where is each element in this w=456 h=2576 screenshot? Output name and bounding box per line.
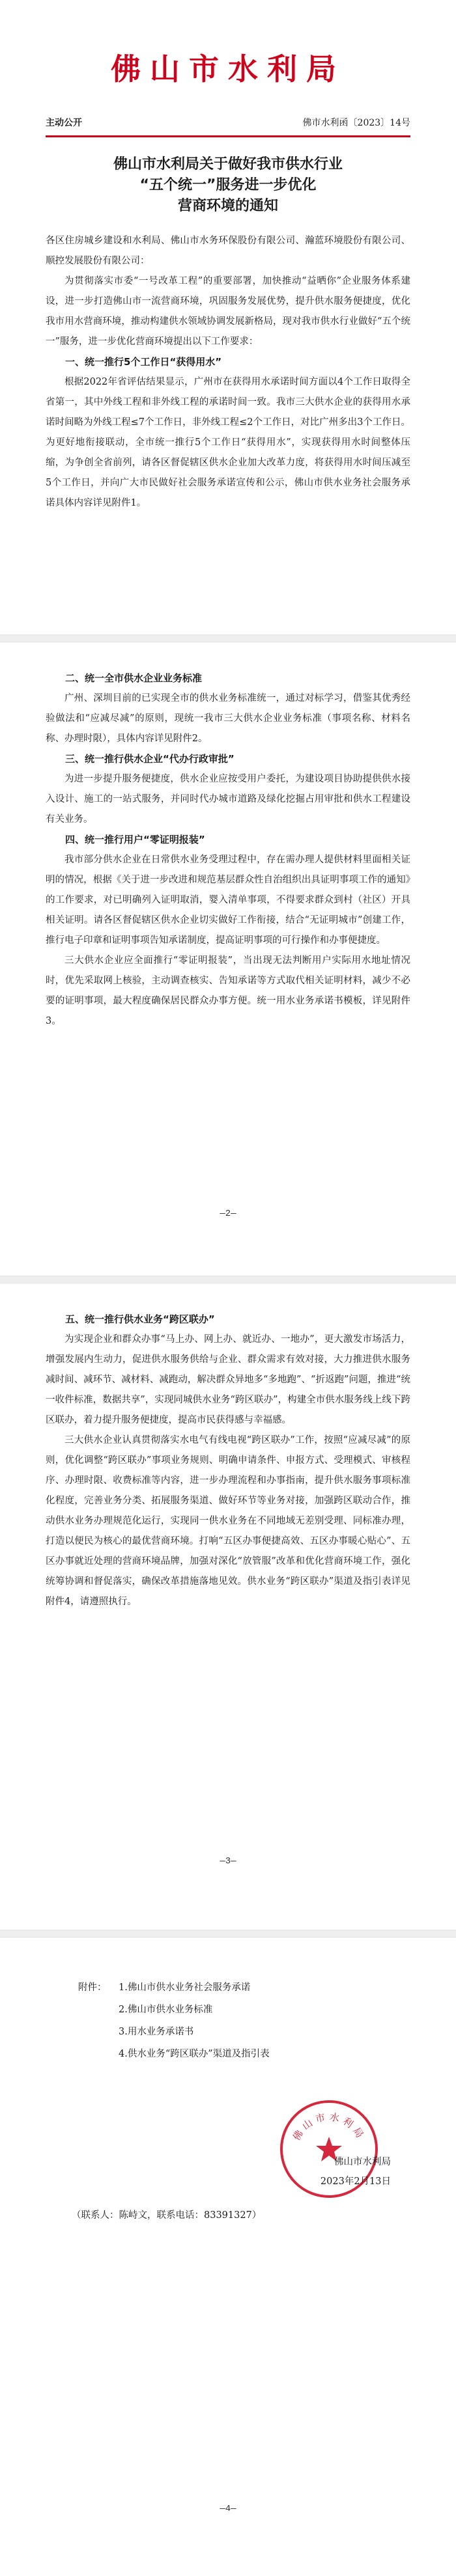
intro-paragraph: 为贯彻落实市委“一号改革工程”的重要部署，加快推动“益晒你”企业服务体系建设，进一步打造佛山市一流营商环境，巩固服务发展优势，提升供水服务便捷度，优化我市用水营商环境，推动构建供水领域协调发展新格局，现对我市供水行业做好“五个统一”服务，进一步优化营商环境提出以下工作要求： xyxy=(46,276,410,347)
contact-info: （联系人：陈峙文，联系电话：83391327） xyxy=(72,2210,262,2221)
title-line-1: 佛山市水利局关于做好我市供水行业 xyxy=(113,156,343,172)
attachment-item: 1.佛山市供水业务社会服务承诺 xyxy=(119,1982,251,1993)
page-3 xyxy=(0,1283,456,1930)
section-5-paragraph-1: 为实现企业和群众办事“马上办、网上办、就近办、一地办”，更大激发市场活力，增强发展内生动力，促进供水服务供给与企业、群众需求有效对接，大力推进供水服务减时间、减环节、减材料、减跑动，解决群众异地多“多地跑”、“折返跑”问题，推进“统一收件标准，数据共享”，实现同城供水业务“跨区联办”，构建全市供水服务线上线下跨区联办，着力提升服务便捷度，提高市民获得感与幸福感。 xyxy=(46,1334,410,1425)
page-number: —2— xyxy=(220,1209,236,1219)
section-1-heading: 一、统一推行5个工作日“获得用水” xyxy=(65,356,222,368)
document-title xyxy=(46,154,410,217)
attachment-item: 3.用水业务承诺书 xyxy=(119,2027,194,2037)
doc-meta-row xyxy=(46,116,410,129)
signature-block xyxy=(321,2152,391,2191)
disclosure-label: 主动公开 xyxy=(46,118,82,128)
document-number: 佛市水利函〔2023〕14号 xyxy=(302,118,410,128)
section-3-heading: 三、统一推行供水企业“代办行政审批” xyxy=(65,753,235,765)
section-5-heading: 五、统一推行供水业务“跨区联办” xyxy=(65,1313,215,1325)
issuing-org-header: 佛山市水利局 xyxy=(111,51,345,87)
attachment-item: 4.供水业务“跨区联办”渠道及指引表 xyxy=(119,2049,270,2059)
page-number: —4— xyxy=(220,2504,236,2514)
attachments-list xyxy=(78,1977,410,2065)
section-4-paragraph-2: 三大供水企业应全面推行“零证明报装”，当出现无法判断用户实际用水地址情况时，优先采取网上核验，主动调查核实、告知承诺等方式取代相关证明材料，减少不必要的证明事项，最大程度确保居民群众办事方便。统一用水业务承诺书模板，详见附件3。 xyxy=(46,955,410,1026)
page-number: —3— xyxy=(220,1856,236,1867)
page-gap xyxy=(0,635,456,642)
page-2 xyxy=(0,642,456,1276)
seal-text: 佛山市水利局 xyxy=(290,2111,368,2143)
title-line-2: “五个统一”服务进一步优化 xyxy=(139,177,317,193)
section-2-heading: 二、统一全市供水企业业务标准 xyxy=(65,672,203,684)
red-divider xyxy=(46,135,410,137)
attachments-label: 附件： xyxy=(78,1982,107,1993)
recipients: 各区住房城乡建设和水利局、佛山市水务环保股份有限公司、瀚蓝环境股份有限公司、顺控发展股份有限公司： xyxy=(46,236,410,266)
signature-org: 佛山市水利局 xyxy=(334,2157,391,2167)
page-gap xyxy=(0,1930,456,1938)
section-4-heading: 四、统一推行用户“零证明报装” xyxy=(65,834,205,845)
attachment-item: 2.佛山市供水业务标准 xyxy=(119,2005,213,2015)
page-gap xyxy=(0,1276,456,1283)
section-4-paragraph-1: 我市部分供水企业在日常供水业务受理过程中，存在需办理人提供材料里面相关证明的情况，根据《关于进一步改进和规范基层群众性自治组织出具证明事项工作的通知》的工作要求，对已明确列入证明取消，婴入清单事项，不得要求群众到村（社区）开具相关证明。请各区督促辖区供水企业切实做好工作衔接，结合“无证明城市”创建工作，推行电子印章和证明事项告知承诺制度，提高证明事项的可行操作和办事便捷度。 xyxy=(46,855,410,946)
section-1-paragraph: 根据2022年省评估结果显示，广州市在获得用水承诺时间方面以4个工作日取得全省第一，其中外线工程和非外线工程的承诺时间一致。我市三大供水企业的获得用水承诺时间略为外线工程≤7个工作日，非外线工程≤2个工作日，对比广州多出3个工作日。为更好地衔接联动，全市统一推行5个工作日“获得用水”，实现获得用水时间整体压缩，为争创全省前列，请各区督促辖区供水企业加大改革力度，将获得用水时间压减至5个工作日，并向广大市民做好社会服务承诺宣传和公示，佛山市供水业务社会服务承诺具体内容详见附件1。 xyxy=(46,377,410,508)
section-3-paragraph: 为进一步提升服务便捷度，供水企业应按受用户委托，为建设项目协助提供供水接入设计、施工的一站式服务，并同时代办城市道路及绿化挖掘占用审批和供水工程建设有关业务。 xyxy=(46,774,410,825)
section-5-paragraph-2: 三大供水企业认真贯彻落实水电气有线电视“跨区联办”工作，按照“应减尽减”的原则，优化调整“跨区联办”事项业务规则、明确申请条件、申报方式、受理模式、审核程序、办理时限、收费标准等内容，进一步办理流程和办事指南，提升供水服务事项标准化程度，完善业务分类、拓展服务渠道、做好环节等业务对接，加强跨区联动合作，推动供水业务办理规范化运行，实现同一供水业务在不同地域无差别受理、同标准办理，打造以便民为核心的最优营商环境。打响“五区办事便捷高效、五区办事暖心贴心”、五区办事就近处理的营商环境品牌，加强对深化“放管服”改革和优化营商环境工作，强化统筹协调和督促落实，确保改革措施落地见效。供水业务“跨区联办”渠道及指引表详见附件4，请遵照执行。 xyxy=(46,1435,410,1607)
title-line-3: 营商环境的通知 xyxy=(177,198,278,214)
signature-date: 2023年2月13日 xyxy=(320,2176,391,2187)
page-4 xyxy=(0,1938,456,2576)
page-1 xyxy=(0,0,456,635)
section-2-paragraph: 广州、深圳目前的已实现全市的供水业务标准统一，通过对标学习，借鉴其优秀经验做法和“应减尽减”的原则，现统一我市三大供水企业业务标准（事项名称、材料名称、办理时限），具体内容详见附件2。 xyxy=(46,693,410,744)
